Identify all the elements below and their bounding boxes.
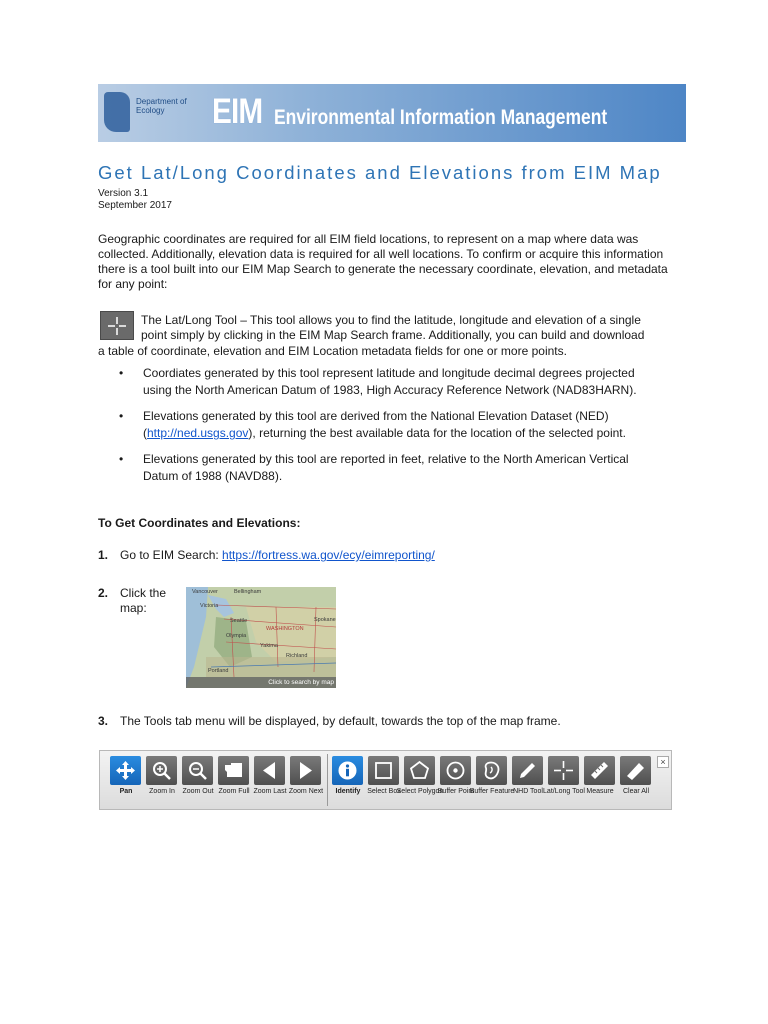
step-1-text: Go to EIM Search: [120,548,223,562]
identify-button[interactable] [330,751,366,809]
step-number: 1. [98,548,109,562]
measure-label: Measure [586,788,614,795]
map-label: Spokane [314,617,336,623]
map-label: Yakima [260,643,278,649]
zoom-in-label: Zoom In [149,788,175,795]
washington-state-icon [218,756,249,785]
bullet-glyph: • [119,452,124,466]
map-label: Seattle [230,618,248,624]
info-icon [332,756,363,785]
dept-line1: Department of [136,97,187,106]
buffer-shape-icon [476,756,507,785]
bullet-glyph: • [119,409,124,423]
zoom-last-button[interactable] [252,751,288,809]
map-label: Olympia [226,633,247,639]
select-polygon-label: Select Polygon [396,788,444,795]
eraser-icon [620,756,651,785]
buffer-point-button[interactable] [438,751,474,809]
clear-all-label: Clear All [622,788,650,795]
dept-line2: Ecology [136,106,165,115]
map-caption: Click to search by map [186,677,336,688]
steps-heading: To Get Coordinates and Elevations: [98,516,301,530]
select-box-label: Select Box [367,788,401,795]
square-icon [368,756,399,785]
map-label: Vancouver [192,589,218,595]
circle-point-icon [440,756,471,785]
zoom-full-button[interactable] [216,751,252,809]
latlong-tool-label: Lat/Long Tool [543,788,585,795]
latlong-tool-icon [100,311,134,340]
arrow-right-icon [290,756,321,785]
bullet-text-post: ), returning the best available data for the location of the selected point. [248,426,626,440]
nhd-tool-button[interactable] [510,751,546,809]
pan-label: Pan [119,788,133,795]
close-icon[interactable]: × [657,756,669,768]
zoom-in-button[interactable] [144,751,180,809]
pan-button[interactable] [108,751,144,809]
step-2-line1: Click the [120,586,167,600]
eim-full-name: Environmental Information Management [274,106,608,129]
intro-paragraph: Geographic coordinates are required for all EIM field locations, to represent on a map where data was collected. Additionally, elevation data is required for all well locations. To confirm or acquire this information there is a tool built into our EIM Map Search to generate the necessary coordinate, elevation, and metadata for any point: [98,232,668,291]
select-polygon-button[interactable] [396,751,444,809]
crosshair-icon [548,756,579,785]
identify-label: Identify [335,788,361,795]
pan-icon [110,756,141,785]
ruler-icon [584,756,615,785]
document-meta [98,188,172,212]
bullet-text [143,408,663,442]
buffer-feature-label: Buffer Feature [469,788,515,795]
eim-header-banner [98,84,686,142]
bullet-glyph: • [119,366,124,380]
washington-state-logo-icon [104,92,130,132]
zoom-out-icon [182,756,213,785]
map-thumbnail[interactable] [186,587,336,688]
step-text: The Tools tab menu will be displayed, by default, towards the top of the map frame. [120,714,561,728]
document-title: Get Lat/Long Coordinates and Elevations from EIM Map [98,162,662,183]
step-number: 3. [98,714,109,728]
map-label: Richland [286,653,308,659]
bullet-text-pre: Elevations generated by this tool are derived from the National Elevation Dataset (NED) ( [143,409,609,440]
step-2-line2: map: [120,601,147,615]
date-label: September 2017 [98,200,172,211]
department-of-ecology-label [136,97,196,115]
zoom-full-label: Zoom Full [218,788,250,795]
step-text [120,548,435,563]
zoom-next-label: Zoom Next [288,788,324,795]
nhd-tool-label: NHD Tool [513,788,543,795]
zoom-out-button[interactable] [180,751,216,809]
map-label: WASHINGTON [266,626,304,632]
pentagon-icon [404,756,435,785]
zoom-out-label: Zoom Out [182,788,214,795]
zoom-last-label: Zoom Last [253,788,287,795]
zoom-in-icon [146,756,177,785]
zoom-next-button[interactable] [288,751,324,809]
step-number: 2. [98,586,109,600]
latlong-tool-button[interactable] [543,751,585,809]
step-text [120,586,166,616]
bullet-text: Coordiates generated by this tool represent latitude and longitude decimal degrees projected using the North American Datum of 1983, High Accuracy Reference Network (NAD83HARN). [143,366,637,397]
map-label: Bellingham [234,589,262,595]
eim-logo-text: EIM [212,92,263,131]
pencil-icon [512,756,543,785]
buffer-point-label: Buffer Point [437,788,475,795]
buffer-feature-button[interactable] [469,751,515,809]
toolbar-separator [327,754,328,806]
latlong-description-line1: The Lat/Long Tool – This tool allows you to find the latitude, longitude and elevation of a single [141,313,641,327]
latlong-description-line3: a table of coordinate, elevation and EIM Location metadata fields for one or more points. [98,344,567,358]
eim-search-link[interactable]: https://fortress.wa.gov/ecy/eimreporting/ [222,548,435,562]
ned-link[interactable]: http://ned.usgs.gov [147,426,249,440]
latlong-description-line2: point simply by clicking in the EIM Map Search frame. Additionally, you can build and download [141,328,645,342]
clear-all-button[interactable] [618,751,654,809]
version-label: Version 3.1 [98,188,149,199]
map-tools-toolbar [99,750,672,810]
map-label: Portland [208,668,229,674]
map-label: Victoria [200,603,219,609]
measure-button[interactable] [582,751,618,809]
select-box-button[interactable] [366,751,402,809]
arrow-left-icon [254,756,285,785]
bullet-text: Elevations generated by this tool are reported in feet, relative to the North American Vertical Datum of 1988 (NAVD88). [143,452,629,483]
